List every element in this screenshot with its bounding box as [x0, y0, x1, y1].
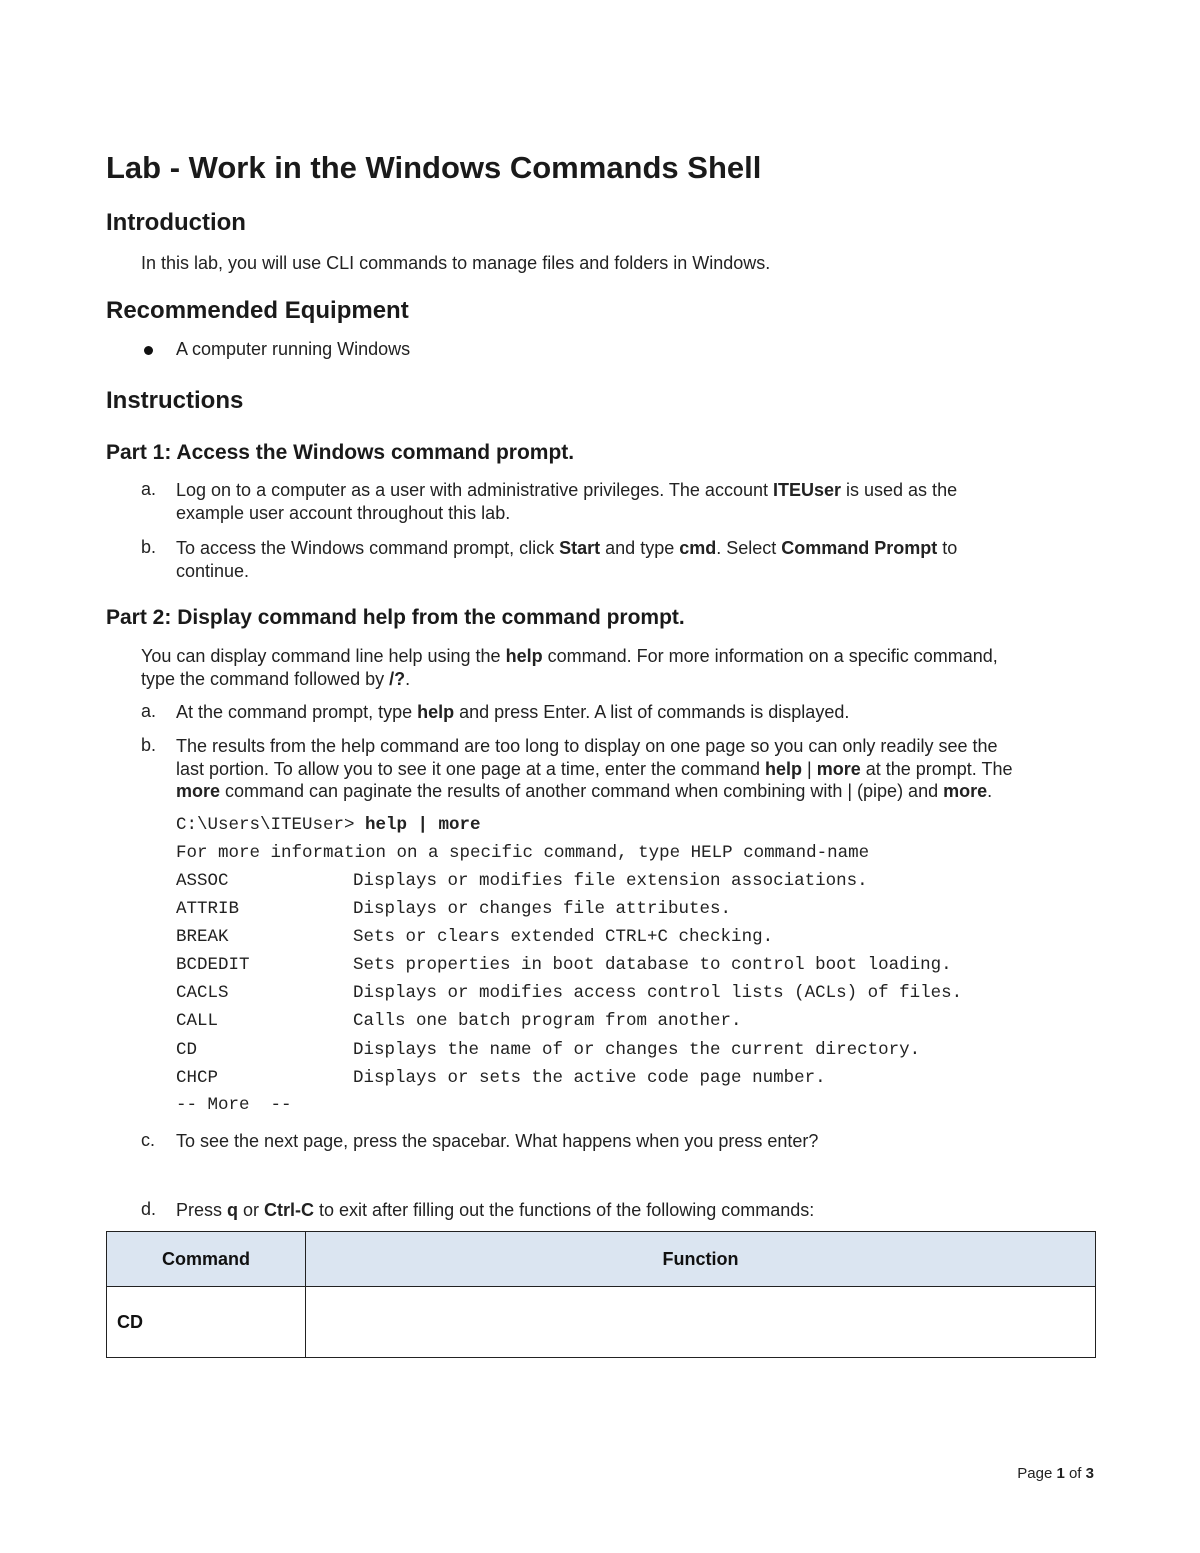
- table-cell-command: CD: [107, 1287, 306, 1358]
- introduction-text: In this lab, you will use CLI commands to manage files and folders in Windows.: [141, 253, 771, 273]
- console-row-cmd: BREAK: [176, 927, 229, 947]
- part2-a-text: At the command prompt, type help and press Enter. A list of commands is displayed.: [176, 702, 850, 722]
- part2-d-marker: d.: [141, 1199, 157, 1219]
- table-header-row: [107, 1232, 1096, 1287]
- part2-heading: Part 2: Display command help from the command prompt.: [106, 606, 685, 629]
- part1-a-line1: Log on to a computer as a user with administrative privileges. The account ITEUser is used as the: [176, 480, 958, 500]
- console-row-desc: Displays or changes file attributes.: [353, 899, 732, 919]
- console-row-cmd: CD: [176, 1040, 198, 1060]
- part2-b-line2: last portion. To allow you to see it one page at a time, enter the command help | more at the prompt. The: [176, 759, 1013, 779]
- bullet-icon: [144, 346, 153, 355]
- console-row-cmd: ATTRIB: [176, 899, 240, 919]
- equipment-heading: Recommended Equipment: [106, 297, 409, 324]
- table-header-command: Command: [107, 1232, 306, 1287]
- part2-b-line3: more command can paginate the results of another command when combining with | (pipe) and more.: [176, 781, 993, 801]
- console-row-cmd: CALL: [176, 1011, 219, 1031]
- part2-intro-line1: You can display command line help using the help command. For more information on a specific command,: [141, 646, 998, 666]
- part1-a-line2: example user account throughout this lab.: [176, 503, 511, 523]
- command-function-table: [106, 1231, 1096, 1358]
- part1-heading: Part 1: Access the Windows command prompt.: [106, 441, 575, 464]
- table-cell-function[interactable]: [306, 1287, 1096, 1358]
- part2-c-text: To see the next page, press the spacebar. What happens when you press enter?: [176, 1131, 819, 1151]
- console-header: For more information on a specific command, type HELP command-name: [176, 843, 870, 863]
- part2-a-marker: a.: [141, 701, 157, 721]
- table-row: [107, 1287, 1096, 1358]
- console-row-desc: Calls one batch program from another.: [353, 1011, 742, 1031]
- table-header-function: Function: [306, 1232, 1096, 1287]
- console-row-cmd: ASSOC: [176, 871, 229, 891]
- console-row-cmd: CHCP: [176, 1068, 219, 1088]
- part2-b-marker: b.: [141, 735, 157, 755]
- part2-b-line1: The results from the help command are too long to display on one page so you can only readily see the: [176, 736, 998, 756]
- console-row-desc: Displays or sets the active code page number.: [353, 1068, 826, 1088]
- console-prompt-line: C:\Users\ITEUser> help | more: [176, 815, 481, 835]
- console-row-cmd: CACLS: [176, 983, 229, 1003]
- part1-b-line1: To access the Windows command prompt, click Start and type cmd. Select Command Prompt to: [176, 538, 958, 558]
- console-row-cmd: BCDEDIT: [176, 955, 250, 975]
- part2-d-text: Press q or Ctrl-C to exit after filling out the functions of the following commands:: [176, 1200, 815, 1220]
- equipment-item: A computer running Windows: [176, 339, 411, 359]
- part2-c-marker: c.: [141, 1130, 156, 1150]
- introduction-heading: Introduction: [106, 209, 246, 236]
- console-row-desc: Sets properties in boot database to control boot loading.: [353, 955, 952, 975]
- part1-b-line2: continue.: [176, 561, 250, 581]
- instructions-heading: Instructions: [106, 387, 244, 414]
- part1-b-marker: b.: [141, 537, 157, 557]
- console-more: -- More --: [176, 1095, 292, 1115]
- page-number-footer: Page 1 of 3: [1017, 1465, 1094, 1482]
- console-row-desc: Displays the name of or changes the current directory.: [353, 1040, 921, 1060]
- part2-intro-line2: type the command followed by /?.: [141, 669, 411, 689]
- console-row-desc: Sets or clears extended CTRL+C checking.: [353, 927, 774, 947]
- page-title: Lab - Work in the Windows Commands Shell: [106, 150, 762, 185]
- part1-a-marker: a.: [141, 479, 157, 499]
- console-row-desc: Displays or modifies file extension associations.: [353, 871, 868, 891]
- console-row-desc: Displays or modifies access control lists (ACLs) of files.: [353, 983, 963, 1003]
